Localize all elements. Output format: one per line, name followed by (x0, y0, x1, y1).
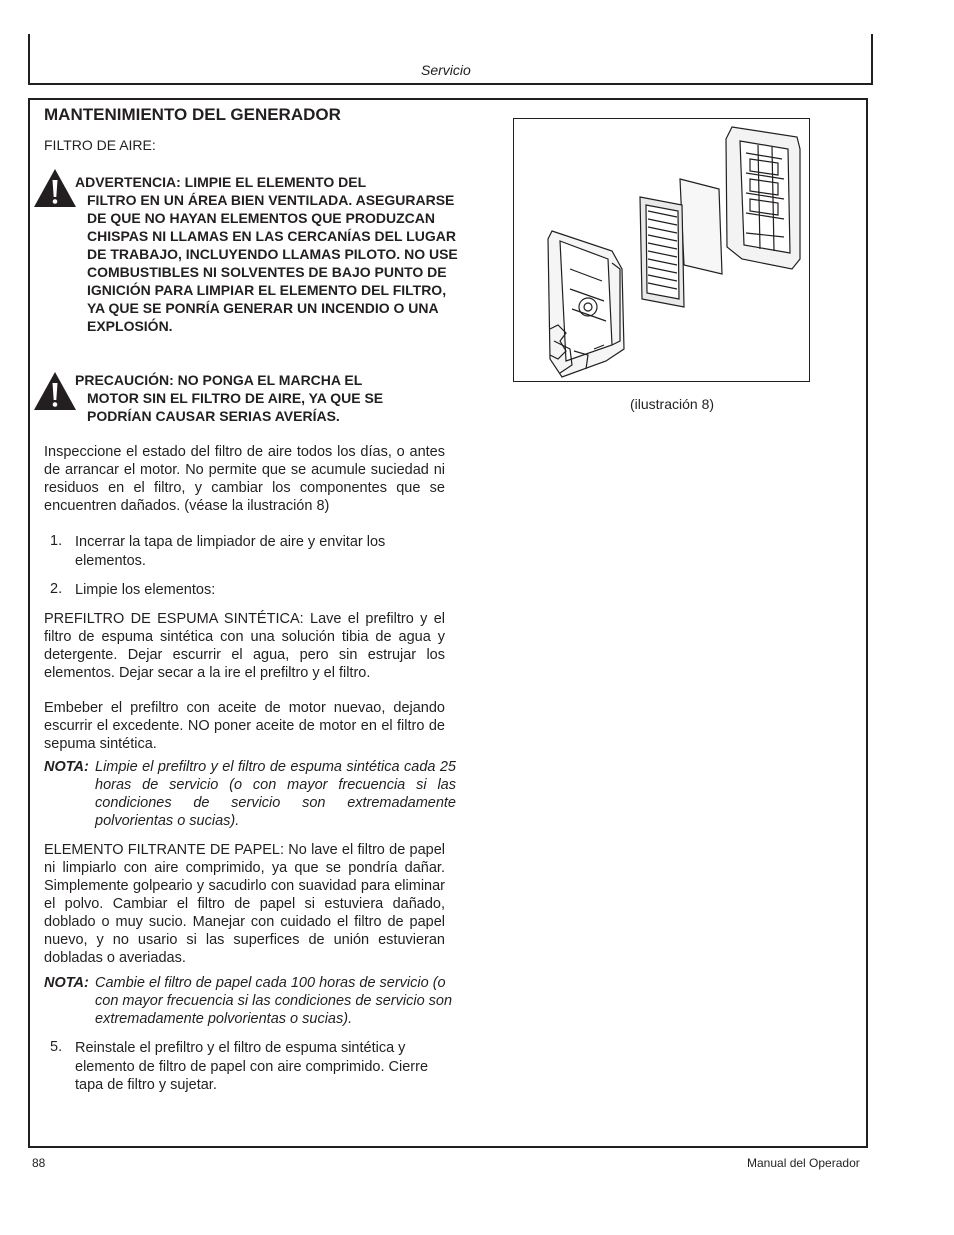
step-2-number: 2. (50, 581, 63, 597)
note-2-text: Cambie el filtro de papel cada 100 horas de servicio (o con mayor frecuencia si las condiciones de servicio son extremadamente polvorientas o sucias). (95, 975, 453, 1027)
step-2-text: Limpie los elementos: (75, 582, 216, 598)
warning-icon (33, 371, 77, 411)
step-5-text: Reinstale el prefiltro y el filtro de espuma sintética y elemento de filtro de papel con aire comprimido. Cierre tapa de filtro y sujetar. (75, 1040, 429, 1093)
warning-precaucion-rest: MOTOR SIN EL FILTRO DE AIRE, YA QUE SE PODRÍAN CAUSAR SERIAS AVERÍAS. (87, 390, 384, 424)
page-number: 88 (32, 1156, 46, 1170)
header-rule-bottom (28, 83, 873, 85)
note-1-text: Limpie el prefiltro y el filtro de espuma sintética cada 25 horas de servicio (o con mayor frecuencia si las condiciones de servicio son extremadamente polvorientas o sucias). (95, 759, 456, 829)
subtitle: FILTRO DE AIRE: (44, 137, 156, 153)
note-2-label: NOTA: (44, 975, 89, 991)
warning-advertencia (75, 173, 465, 335)
elemento-paragraph: ELEMENTO FILTRANTE DE PAPEL: No lave el filtro de papel ni limpiarlo con aire comprimido, ya que se pondría dañar. Simplemente golpeario y sacudirlo con suavidad para eliminar el polvo. Cambiar el filtro de papel si estuviera dañado, doblado o muy sucio. Manejar con cuidado el filtro de papel nuevo, y no usario si las superfices de unión estuvieran dobladas o averiadas. (44, 842, 445, 966)
figure-caption: (ilustración 8) (630, 396, 715, 412)
air-filter-illustration (514, 119, 808, 380)
prefiltro-paragraph: PREFILTRO DE ESPUMA SINTÉTICA: Lave el prefiltro y el filtro de espuma sintética con una solución tibia de agua y detergente. Dejar escurrir el agua, pero sin estrujar los elementos. Dejar secar a la ire el prefiltro y el filtro. (44, 611, 445, 681)
header-rule-left (28, 34, 30, 84)
warning-advertencia-first: ADVERTENCIA: LIMPIE EL ELEMENTO DEL (75, 174, 367, 190)
step-1-number: 1. (50, 533, 63, 549)
step-5-number: 5. (50, 1039, 63, 1055)
note-1-label: NOTA: (44, 759, 89, 775)
note-1 (44, 758, 456, 829)
manual-title: Manual del Operador (747, 1156, 860, 1170)
embeber-paragraph: Embeber el prefiltro con aceite de motor nuevao, dejando escurrir el excedente. NO poner aceite de motor en el filtro de sepuma sintética. (44, 700, 445, 752)
figure-air-filter (513, 118, 810, 382)
step-1-text: Incerrar la tapa de limpiador de aire y envitar los elementos. (75, 534, 386, 569)
section-title: Servicio (421, 62, 471, 78)
page-title: MANTENIMIENTO DEL GENERADOR (44, 105, 341, 124)
warning-precaucion (75, 371, 440, 425)
warning-precaucion-first: PRECAUCIÓN: NO PONGA EL MARCHA EL (75, 372, 363, 388)
header-rule-right (871, 34, 873, 84)
intro-paragraph: Inspeccione el estado del filtro de aire todos los días, o antes de arrancar el motor. No permite que se acumule suciedad ni residuos en el filtro, y cambiar los componentes que se encuentren dañados. (véase la ilustración 8) (44, 444, 445, 514)
warning-advertencia-rest: FILTRO EN UN ÁREA BIEN VENTILADA. ASEGURARSE DE QUE NO HAYAN ELEMENTOS QUE PRODUZCAN CHISPAS NI LLAMAS EN LAS CERCANÍAS DEL LUGAR DE TRABAJO, INCLUYENDO LLAMAS PILOTO. NO USE COMBUSTIBLES NI SOLVENTES DE BAJO PUNTO DE IGNICIÓN PARA LIMPIAR EL ELEMENTO DEL FILTRO, YA QUE SE PONRÍA GENERAR UN INCENDIO O UNA EXPLOSIÓN. (87, 192, 458, 334)
note-2 (44, 974, 456, 1027)
warning-icon (33, 168, 77, 208)
